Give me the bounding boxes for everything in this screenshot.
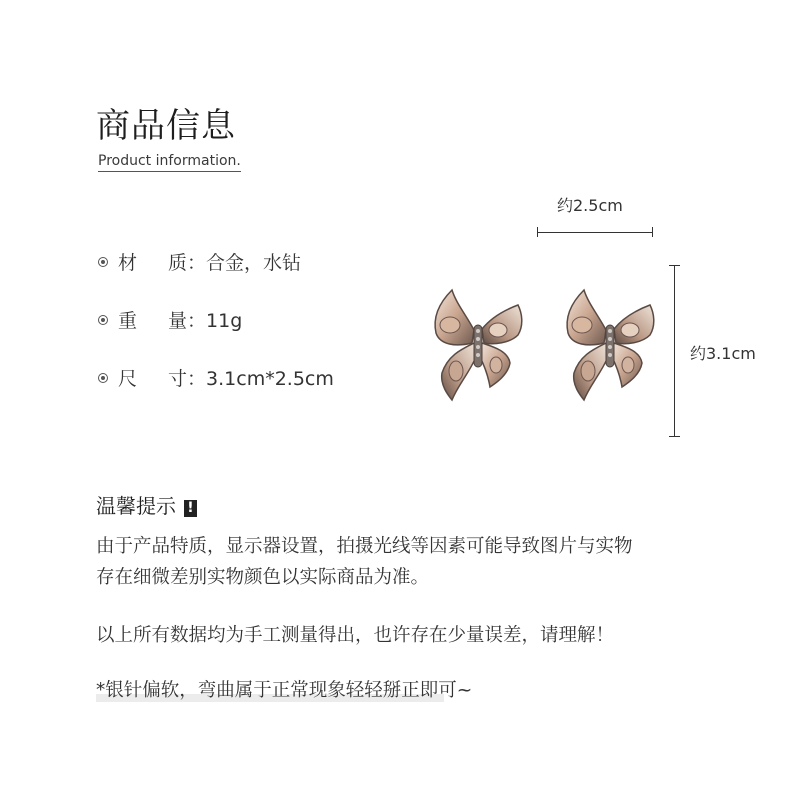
width-dimension-cap-right — [652, 227, 653, 237]
spec-value: 11g — [206, 310, 243, 332]
tips-title: 温馨提示 — [96, 494, 176, 518]
bullet-icon — [98, 373, 108, 383]
butterfly-earring-icon — [428, 285, 528, 405]
spec-value: 3.1cm*2.5cm — [206, 368, 334, 390]
butterfly-earring-icon — [560, 285, 660, 405]
bullet-icon — [98, 257, 108, 267]
spec-row-weight: 重 量：11g — [98, 306, 242, 333]
spec-key-first: 尺 — [118, 368, 138, 390]
exclamation-icon: ! — [184, 500, 197, 517]
tips-paragraph-2: 以上所有数据均为手工测量得出，也许存在少量误差，请理解！ — [96, 625, 615, 646]
tips-line: 由于产品特质，显示器设置，拍摄光线等因素可能导致图片与实物 — [96, 536, 633, 557]
spec-key-second: 寸 — [168, 368, 188, 390]
width-dimension-cap-left — [537, 227, 538, 237]
spec-key-second: 质 — [168, 252, 188, 274]
tips-line: 存在细微差别实物颜色以实际商品为准。 — [96, 567, 430, 588]
spec-key-second: 量 — [168, 310, 188, 332]
tips-heading — [96, 490, 197, 519]
bullet-icon — [98, 315, 108, 325]
width-dimension-label: 约2.5cm — [557, 196, 623, 215]
width-dimension-line — [537, 232, 653, 233]
spec-key-first: 材 — [118, 252, 138, 274]
spec-value: 合金，水钻 — [206, 252, 302, 274]
height-dimension-cap-bottom — [669, 436, 680, 437]
page-title: 商品信息 — [96, 106, 236, 146]
height-dimension-label: 约3.1cm — [690, 344, 756, 363]
page-subtitle: Product information. — [98, 153, 241, 172]
tips-note: *银针偏软，弯曲属于正常现象轻轻掰正即可~ — [96, 680, 473, 701]
spec-key-first: 重 — [118, 310, 138, 332]
spec-row-material: 材 质：合金，水钻 — [98, 248, 301, 275]
tips-paragraph-1 — [96, 531, 633, 593]
height-dimension-cap-top — [669, 265, 680, 266]
spec-row-size: 尺 寸：3.1cm*2.5cm — [98, 364, 334, 391]
height-dimension-line — [674, 265, 675, 436]
